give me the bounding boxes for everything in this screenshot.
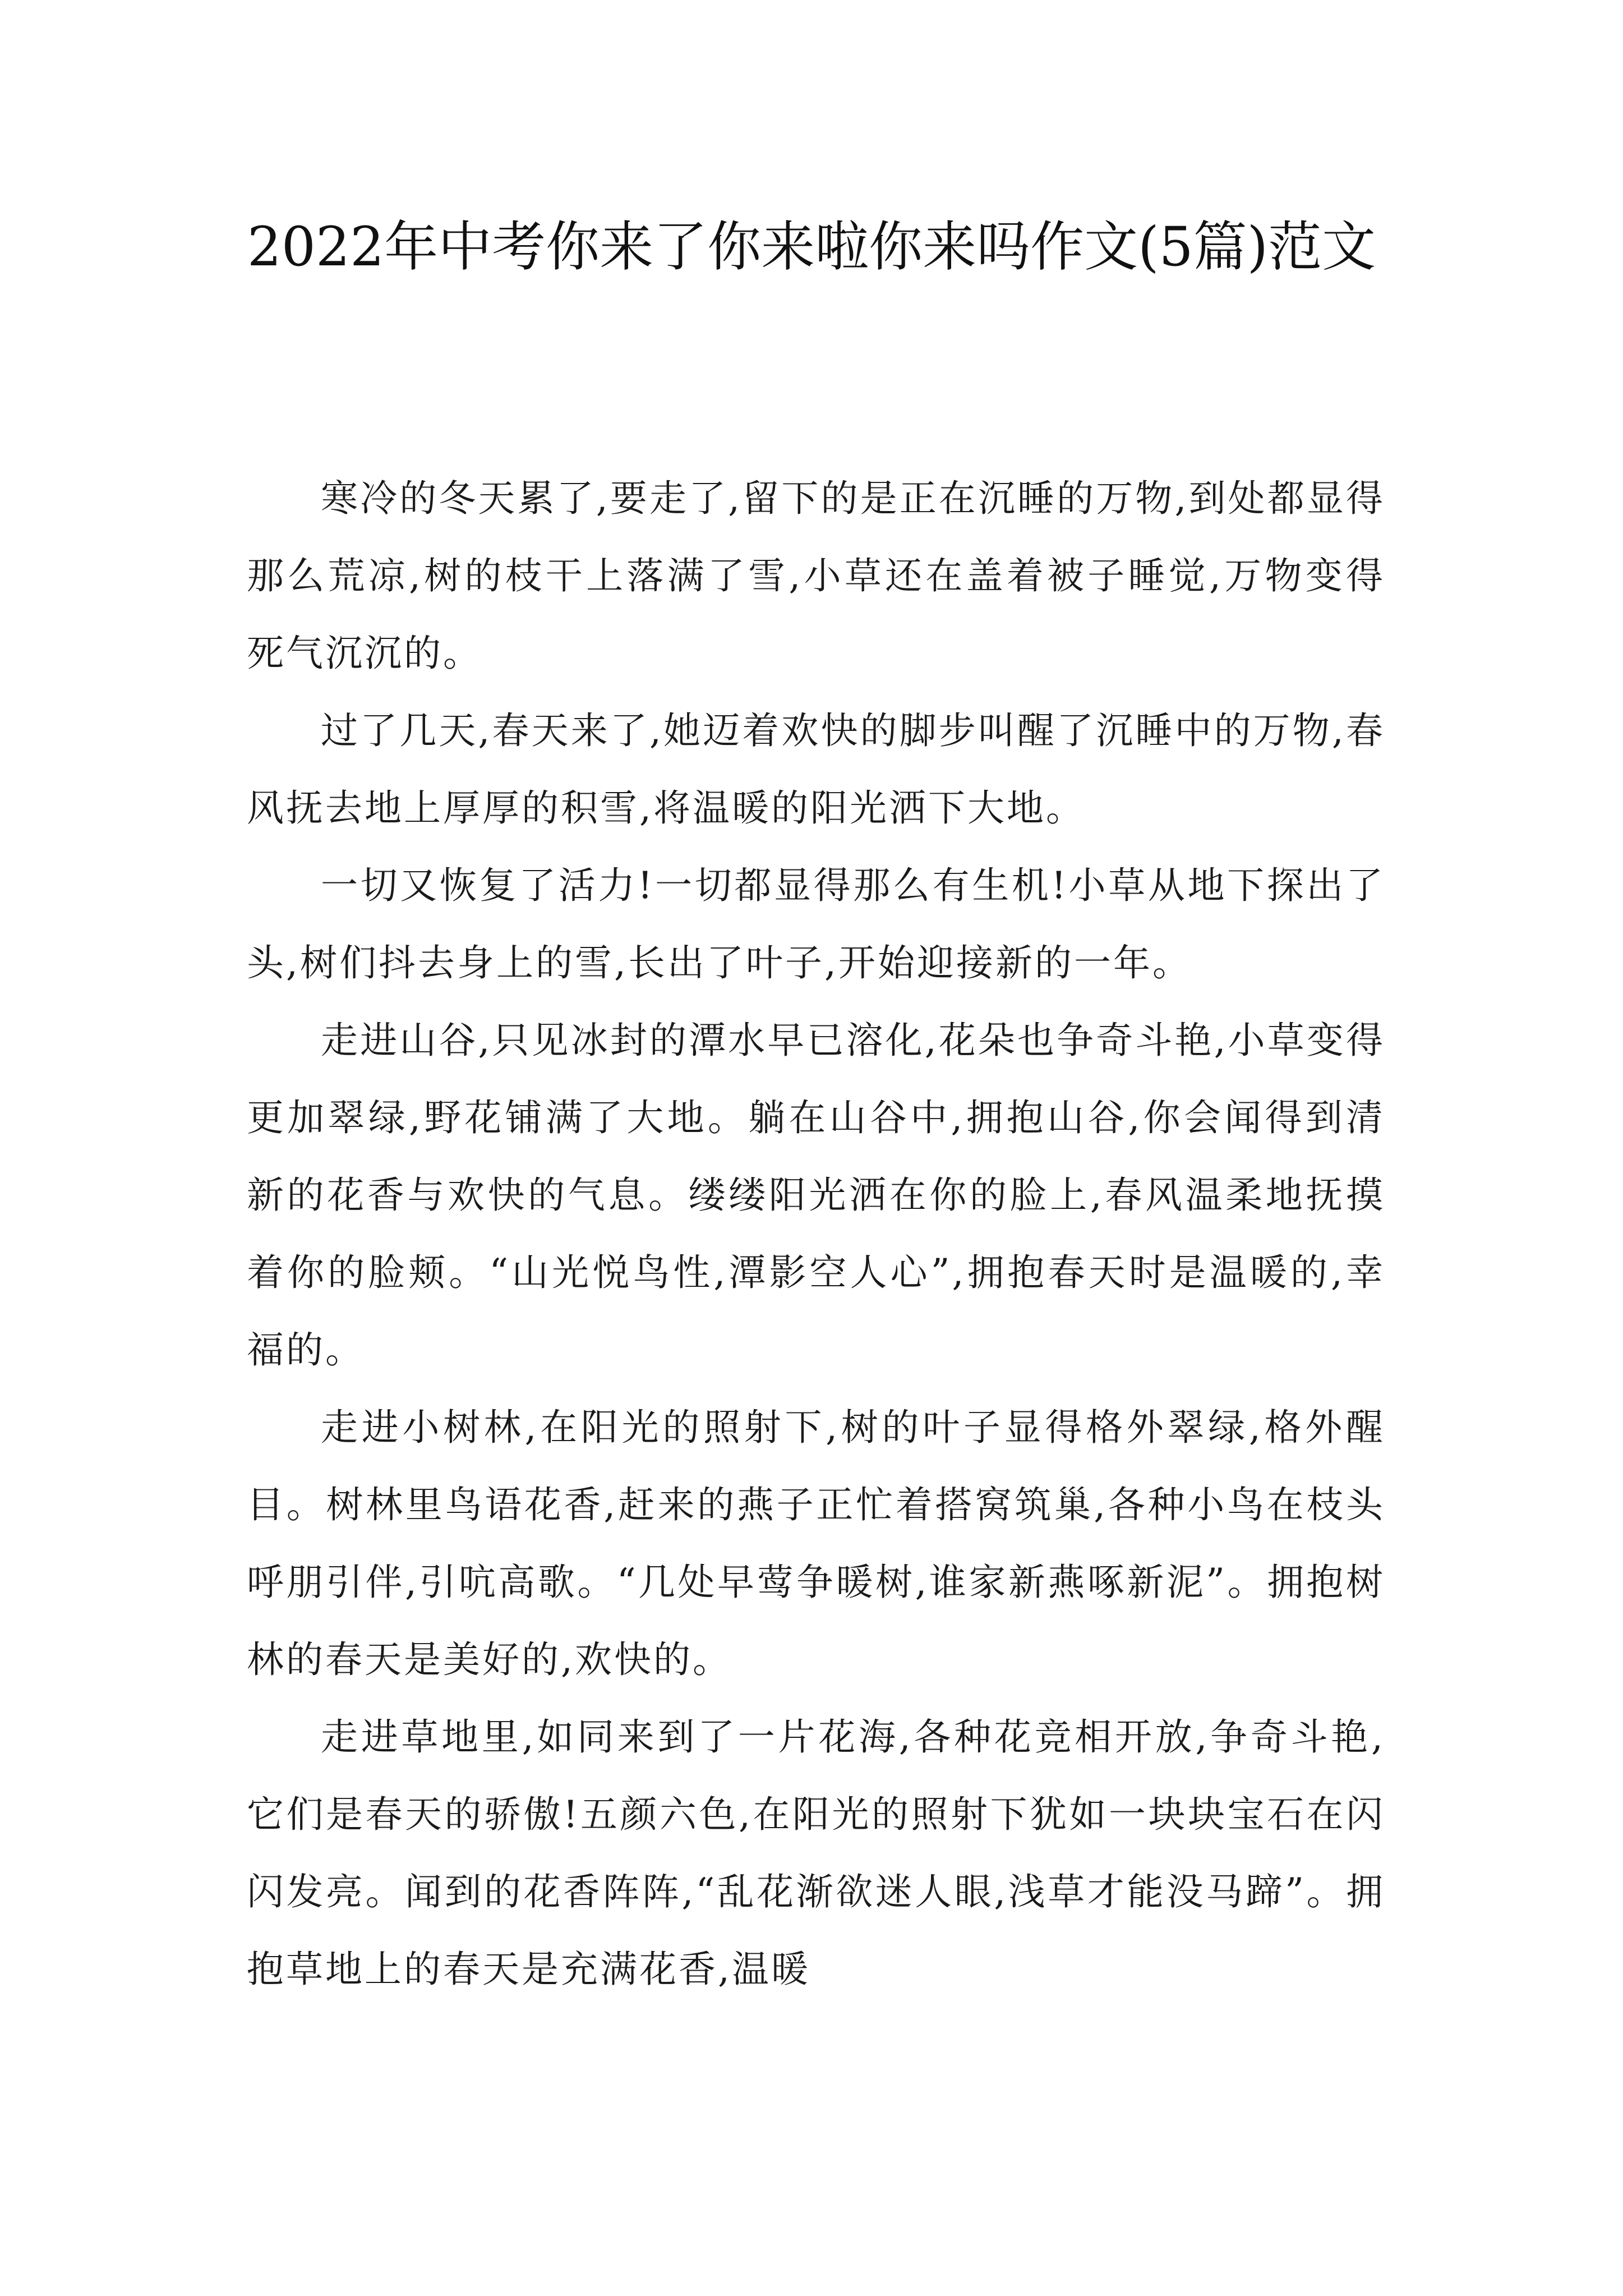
- paragraph: 走进草地里,如同来到了一片花海,各种花竞相开放,争奇斗艳,它们是春天的骄傲!五颜六色,在阳光的照射下犹如一块块宝石在闪闪发亮。闻到的花香阵阵,“乱花渐欲迷人眼,浅草才能没马蹄”。拥抱草地上的春天是充满花香,温暖: [247, 1715, 1385, 1991]
- document-body: [247, 460, 1385, 2008]
- paragraph: 一切又恢复了活力!一切都显得那么有生机!小草从地下探出了头,树们抖去身上的雪,长出了叶子,开始迎接新的一年。: [247, 864, 1385, 984]
- document-title: 2022年中考你来了你来啦你来吗作文(5篇)范文: [247, 215, 1376, 278]
- paragraph: 寒冷的冬天累了,要走了,留下的是正在沉睡的万物,到处都显得那么荒凉,树的枝干上落满了雪,小草还在盖着被子睡觉,万物变得死气沉沉的。: [247, 477, 1385, 675]
- paragraph: 走进山谷,只见冰封的潭水早已溶化,花朵也争奇斗艳,小草变得更加翠绿,野花铺满了大地。躺在山谷中,拥抱山谷,你会闻得到清新的花香与欢快的气息。缕缕阳光洒在你的脸上,春风温柔地抚摸着你的脸颊。“山光悦鸟性,潭影空人心”,拥抱春天时是温暖的,幸福的。: [247, 1019, 1385, 1372]
- paragraph: 走进小树林,在阳光的照射下,树的叶子显得格外翠绿,格外醒目。树林里鸟语花香,赶来的燕子正忙着搭窝筑巢,各种小鸟在枝头呼朋引伴,引吭高歌。“几处早莺争暖树,谁家新燕啄新泥”。拥抱树林的春天是美好的,欢快的。: [247, 1406, 1385, 1681]
- paragraph: 过了几天,春天来了,她迈着欢快的脚步叫醒了沉睡中的万物,春风抚去地上厚厚的积雪,将温暖的阳光洒下大地。: [247, 709, 1385, 830]
